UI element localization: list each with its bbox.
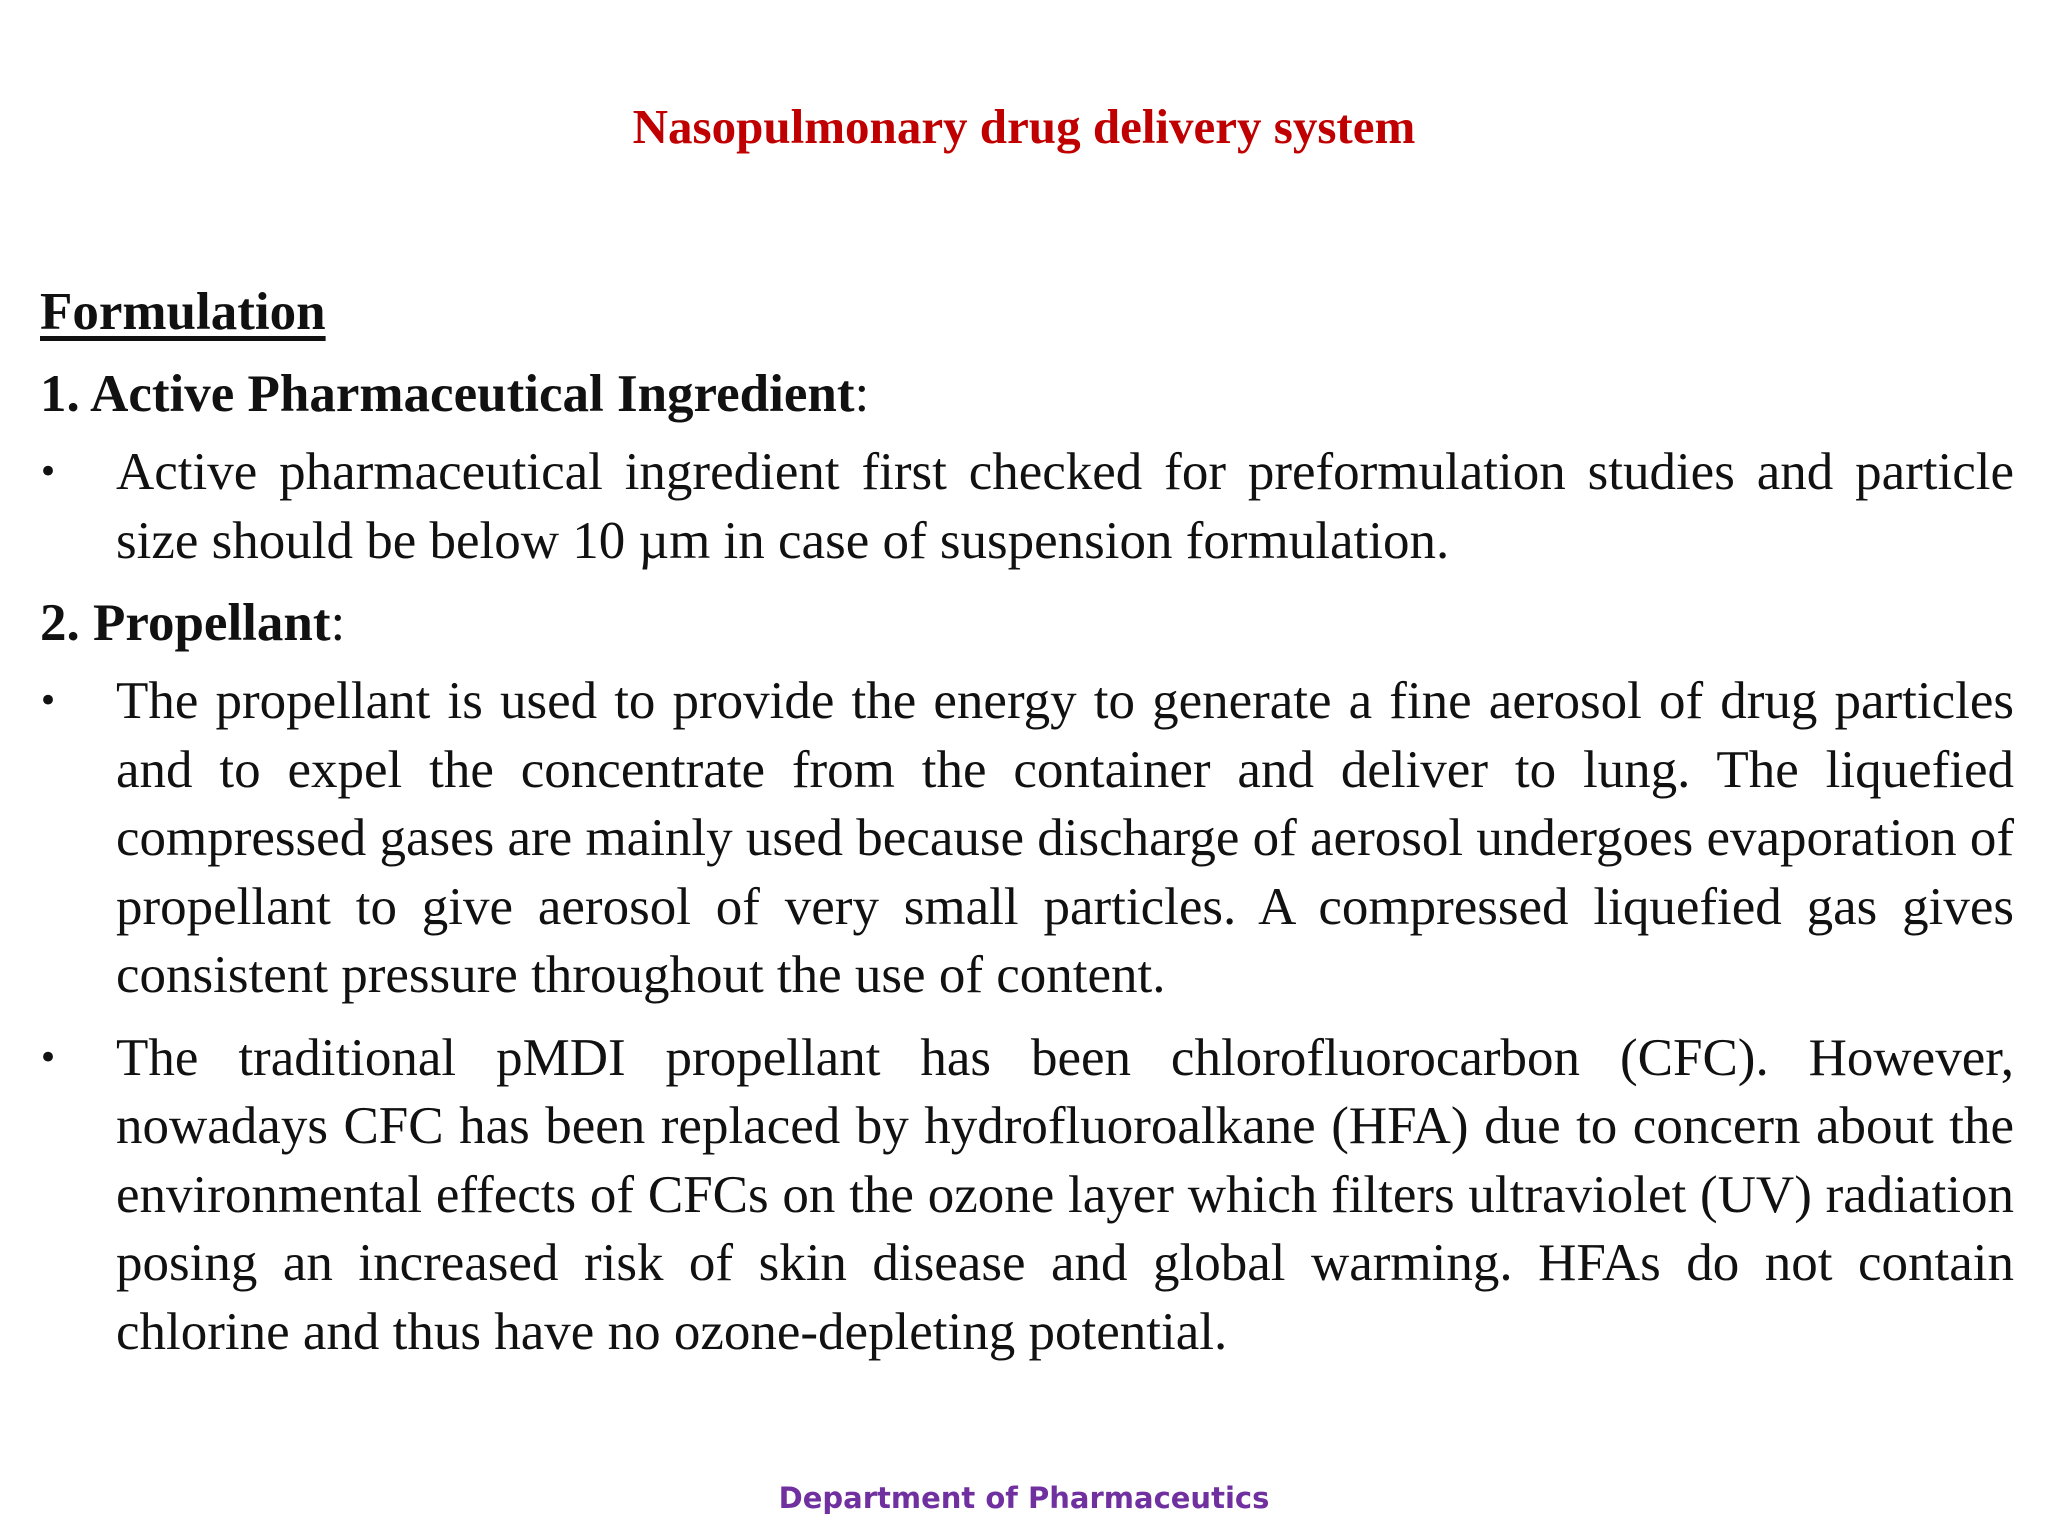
slide-title: Nasopulmonary drug delivery system xyxy=(632,99,1416,154)
subheading-api-suffix: : xyxy=(854,365,870,423)
subheading-api xyxy=(40,360,2014,428)
slide-content xyxy=(40,278,2014,1380)
bullet-propellant-cfc-hfa xyxy=(40,1024,2014,1367)
bullet-text: The traditional pMDI propellant has been chlorofluorocarbon (CFC). However, nowadays CFC has been replaced by hydrofluoroalkane (HFA) due to concern about the environmental effects of CFCs on the ozone layer which filters ultraviolet (UV) radiation posing an increased risk of skin disease and global warming. HFAs do not contain chlorine and thus have no ozone-depleting potential. xyxy=(116,1028,2014,1361)
subheading-propellant-title: 2. Propellant xyxy=(40,594,331,652)
bullet-icon: • xyxy=(38,1037,59,1078)
bullet-propellant-energy xyxy=(40,667,2014,1010)
footer-department: Department of Pharmaceutics xyxy=(778,1481,1270,1515)
bullet-icon: • xyxy=(38,452,59,492)
bullet-icon: • xyxy=(38,681,59,721)
bullet-text: Active pharmaceutical ingredient first checked for preformulation studies and particle size should be below 10 µm in case of suspension formulation. xyxy=(116,443,2014,570)
bullet-text: The propellant is used to provide the energy to generate a fine aerosol of drug particles and to expel the concentrate from the container and deliver to lung. The liquefied compressed gases are mainly used because discharge of aerosol undergoes evaporation of propellant to give aerosol of very small particles. A compressed liquefied gas gives consistent pressure throughout the use of content. xyxy=(116,672,2015,1004)
subheading-propellant-suffix: : xyxy=(330,594,346,652)
subheading-api-title: 1. Active Pharmaceutical Ingredient xyxy=(40,365,855,423)
bullet-api-particle-size xyxy=(40,438,2014,575)
section-heading: Formulation xyxy=(40,283,326,341)
subheading-propellant xyxy=(40,589,2014,657)
